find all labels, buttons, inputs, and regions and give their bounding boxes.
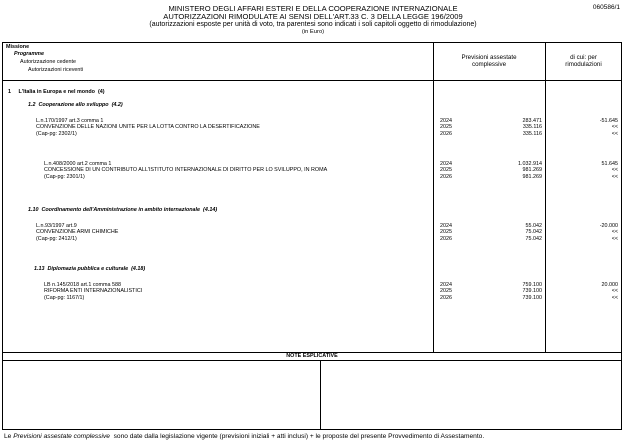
ministry-title: MINISTERO DEGLI AFFARI ESTERI E DELLA COOPERAZIONE INTERNAZIONALE: [168, 4, 458, 13]
document-note: (autorizzazioni esposte per unità di voto, tra parentesi sono indicati i soli capitoli oggetto di rimodulazione): [149, 21, 477, 28]
previsioni-values: 283.471 335.116 335.116: [522, 118, 542, 137]
entry-block: L.n.170/1997 art.3 comma 1 CONVENZIONE DELLE NAZIONI UNITE PER LA LOTTA CONTRO LA DESERTIFICAZIONE (Cap-pg: 2302/1): [36, 118, 260, 137]
programme-row: 1.10 Coordinamento dell'Amministrazione in ambito internazionale (4.14): [28, 207, 218, 213]
column-divider-years: [433, 42, 434, 352]
rimodulazioni-values: 20.000 << <<: [601, 282, 618, 301]
entry-block: L.n.93/1997 art.9 CONVENZIONE ARMI CHIMICHE (Cap-pg: 2412/1): [36, 223, 119, 242]
previsioni-values: 55.042 75.042 75.042: [525, 223, 542, 242]
note-divider: [320, 360, 321, 430]
programme-row: 1.2 Cooperazione allo sviluppo (4.2): [28, 102, 123, 108]
col-header-riceventi: Autorizzazioni riceventi: [28, 67, 84, 73]
note-title-rule: [2, 360, 622, 361]
rimodulazioni-values: -20.000 << <<: [599, 223, 618, 242]
document-subtitle: AUTORIZZAZIONI RIMODULATE AI SENSI DELL'ART.33 C. 3 DELLA LEGGE 196/2009: [163, 12, 463, 21]
year-column: 2024 2025 2026: [440, 223, 452, 242]
rimodulazioni-values: 51.645 << <<: [601, 161, 618, 180]
footer-note: Le Previsioni assestate complessive sono date dalla legislazione vigente (previsioni iniziali + atti inclusi) + le proposte del presente Provvedimento di Assestamento.: [4, 433, 485, 440]
previsioni-values: 759.100 739.100 739.100: [522, 282, 542, 301]
col-header-cedente: Autorizzazione cedente: [20, 59, 77, 65]
missione-row: 1 L'Italia in Europa e nel mondo (4): [8, 89, 105, 95]
programme-row: 1.13 Diplomazia pubblica e culturale (4.18): [34, 266, 146, 272]
note-title: NOTE ESPLICATIVE: [286, 353, 338, 359]
year-column: 2024 2025 2026: [440, 161, 452, 180]
year-column: 2024 2025 2026: [440, 282, 452, 301]
header-rule: [2, 80, 622, 81]
col-header-missione: Missione: [6, 44, 30, 50]
col-header-programme: Programme: [14, 51, 44, 57]
col-header-previsioni: Previsioni assestate complessive: [461, 54, 517, 68]
entry-block: LB n.145/2018 art.1 comma 588 RIFORMA ENTI INTERNAZIONALISTICI (Cap-pg: 1167/1): [44, 282, 143, 301]
entry-block: L.n.408/2000 art.2 comma 1 CONCESSIONE DI UN CONTRIBUTO ALL'ISTITUTO INTERNAZIONALE DI DIRITTO PER LO SVILUPPO, IN ROMA (Cap-pg: 2301/1): [44, 161, 328, 180]
year-column: 2024 2025 2026: [440, 118, 452, 137]
rimodulazioni-values: -51.645 << <<: [599, 118, 618, 137]
column-divider-values: [545, 42, 546, 352]
document-code: 060586/1: [592, 4, 620, 11]
currency-note: (in Euro): [301, 29, 325, 35]
col-header-rimodulazioni: di cui: per rimodulazioni: [565, 54, 602, 68]
previsioni-values: 1.032.914 981.269 981.269: [518, 161, 542, 180]
